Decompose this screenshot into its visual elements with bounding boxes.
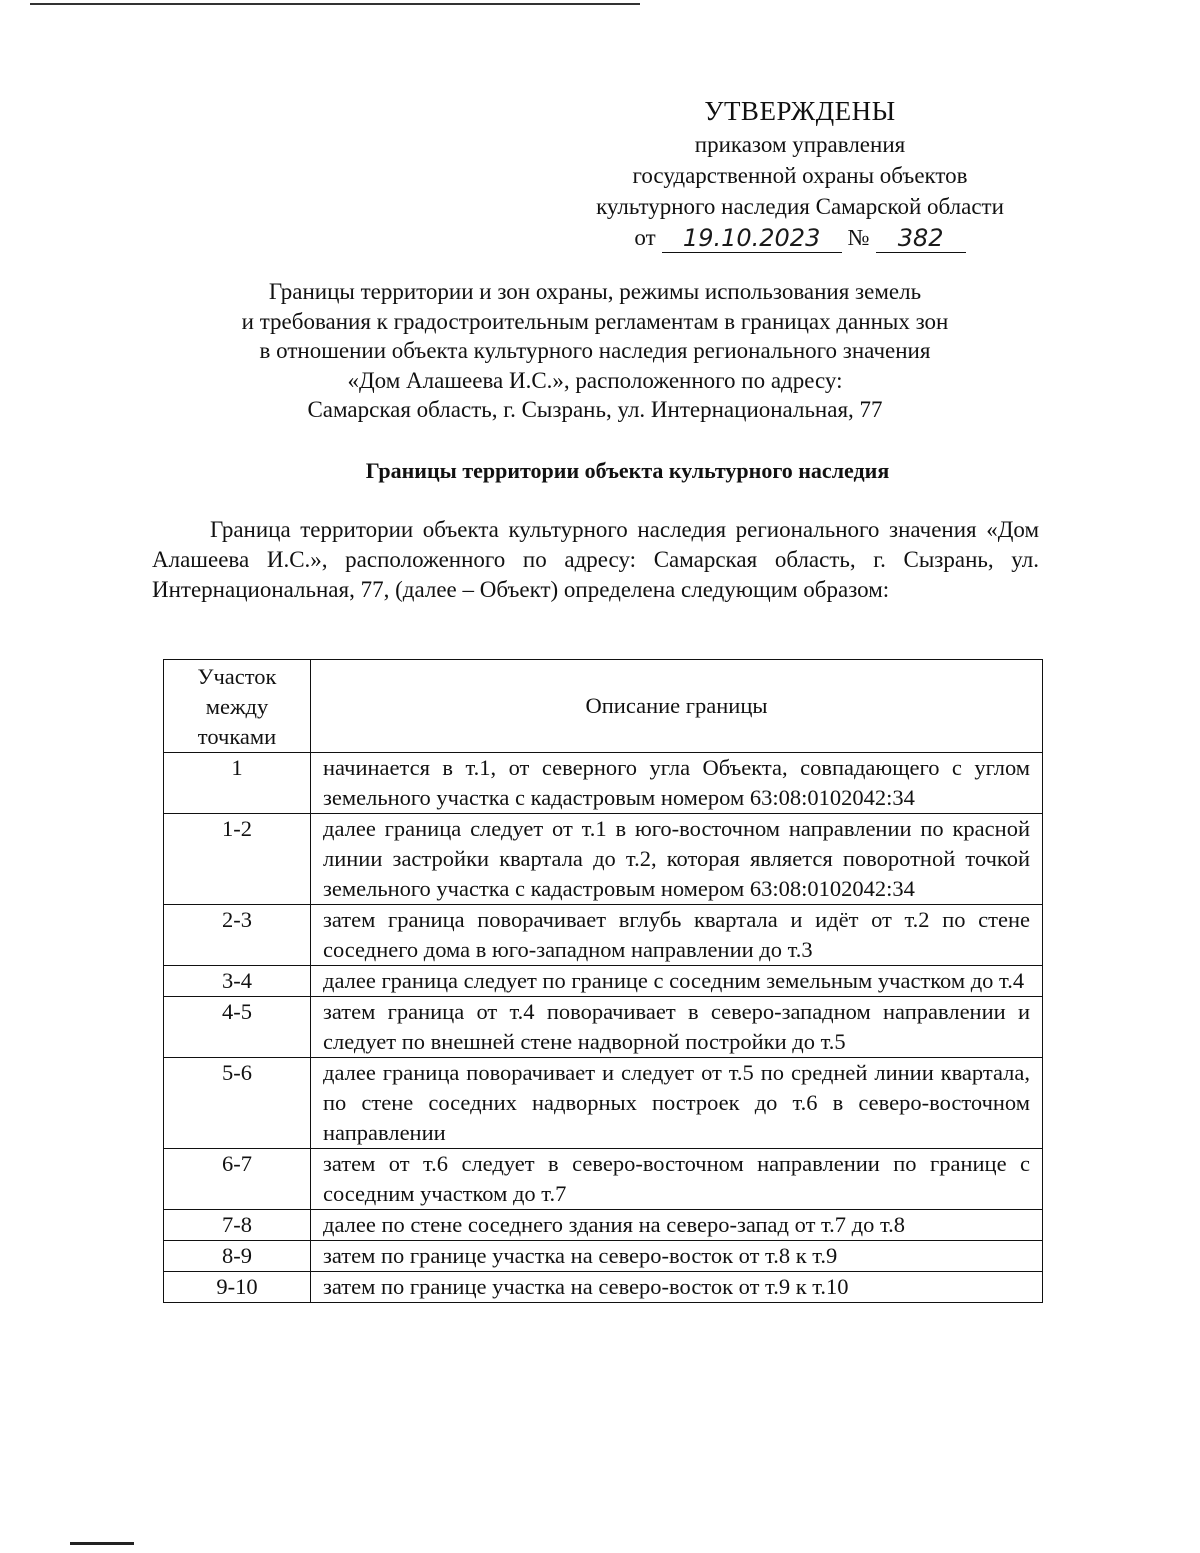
order-number-label: № — [847, 225, 870, 250]
boundary-table — [163, 659, 1043, 1303]
scan-edge-line — [30, 3, 640, 5]
segment-cell: 7-8 — [164, 1210, 311, 1241]
table-row — [164, 997, 1043, 1058]
description-cell: затем по границе участка на северо-восток от т.9 к т.10 — [311, 1272, 1043, 1303]
table-row — [164, 814, 1043, 905]
header-segment — [164, 660, 311, 753]
description-cell: начинается в т.1, от северного угла Объекта, совпадающего с углом земельного участка с кадастровым номером 63:08:0102042:34 — [311, 753, 1043, 814]
scan-edge-mark — [70, 1542, 134, 1545]
order-number: 382 — [876, 224, 966, 253]
approval-title: УТВЕРЖДЕНЫ — [704, 96, 896, 126]
header-segment-line: точками — [197, 724, 277, 749]
table-row — [164, 1058, 1043, 1149]
order-from-label: от — [634, 225, 656, 250]
document-title-line: и требования к градостроительным регламентам в границах данных зон — [241, 308, 949, 334]
table-row — [164, 1210, 1043, 1241]
description-cell: затем от т.6 следует в северо-восточном направлении по границе с соседним участком до т.7 — [311, 1149, 1043, 1210]
table-row — [164, 753, 1043, 814]
table-row — [164, 1149, 1043, 1210]
document-title-line: «Дом Алашеева И.С.», расположенного по адресу: — [347, 367, 843, 393]
header-description: Описание границы — [311, 660, 1043, 753]
table-row — [164, 1241, 1043, 1272]
approval-line-2: государственной охраны объектов — [632, 163, 968, 188]
segment-cell: 2-3 — [164, 905, 311, 966]
document-title-line: Самарская область, г. Сызрань, ул. Интернациональная, 77 — [307, 397, 883, 422]
segment-cell: 6-7 — [164, 1149, 311, 1210]
segment-cell: 1-2 — [164, 814, 311, 905]
header-segment-line: между — [205, 694, 269, 719]
description-cell: далее граница следует от т.1 в юго-восточном направлении по красной линии застройки квартала до т.2, которая является поворотной точкой земельного участка с кадастровым номером 63:08:0102042:34 — [311, 814, 1043, 905]
order-date: 19.10.2023 — [662, 224, 842, 253]
description-cell: далее граница следует по границе с соседним земельным участком до т.4 — [311, 966, 1043, 997]
approval-line-3: культурного наследия Самарской области — [596, 194, 1004, 219]
intro-paragraph: Граница территории объекта культурного наследия регионального значения «Дом Алашеева И.С.», расположенного по адресу: Самарская область, г. Сызрань, ул. Интернациональная, 77, (далее – Объект) определена следующим образом: — [152, 517, 1039, 602]
table-row — [164, 905, 1043, 966]
document-title — [150, 277, 1040, 425]
section-heading: Границы территории объекта культурного наследия — [365, 458, 890, 483]
table-row — [164, 966, 1043, 997]
header-segment-line: Участок — [197, 664, 277, 689]
table-header-row — [164, 660, 1043, 753]
description-cell: затем граница поворачивает вглубь квартала и идёт от т.2 по стене соседнего дома в юго-западном направлении до т.3 — [311, 905, 1043, 966]
description-cell: далее граница поворачивает и следует от т.5 по средней линии квартала, по стене соседних надворных построек до т.6 в северо-восточном направлении — [311, 1058, 1043, 1149]
approval-line-1: приказом управления — [694, 132, 906, 157]
description-cell: затем по границе участка на северо-восток от т.8 к т.9 — [311, 1241, 1043, 1272]
order-reference — [560, 222, 1040, 253]
approval-block — [560, 96, 1040, 253]
document-title-line: Границы территории и зон охраны, режимы использования земель — [268, 279, 922, 304]
description-cell: далее по стене соседнего здания на северо-запад от т.7 до т.8 — [311, 1210, 1043, 1241]
table-row — [164, 1272, 1043, 1303]
description-cell: затем граница от т.4 поворачивает в северо-западном направлении и следует по внешней стене надворной постройки до т.5 — [311, 997, 1043, 1058]
segment-cell: 1 — [164, 753, 311, 814]
segment-cell: 5-6 — [164, 1058, 311, 1149]
document-title-line: в отношении объекта культурного наследия регионального значения — [259, 338, 931, 363]
segment-cell: 4-5 — [164, 997, 311, 1058]
segment-cell: 8-9 — [164, 1241, 311, 1272]
segment-cell: 3-4 — [164, 966, 311, 997]
segment-cell: 9-10 — [164, 1272, 311, 1303]
